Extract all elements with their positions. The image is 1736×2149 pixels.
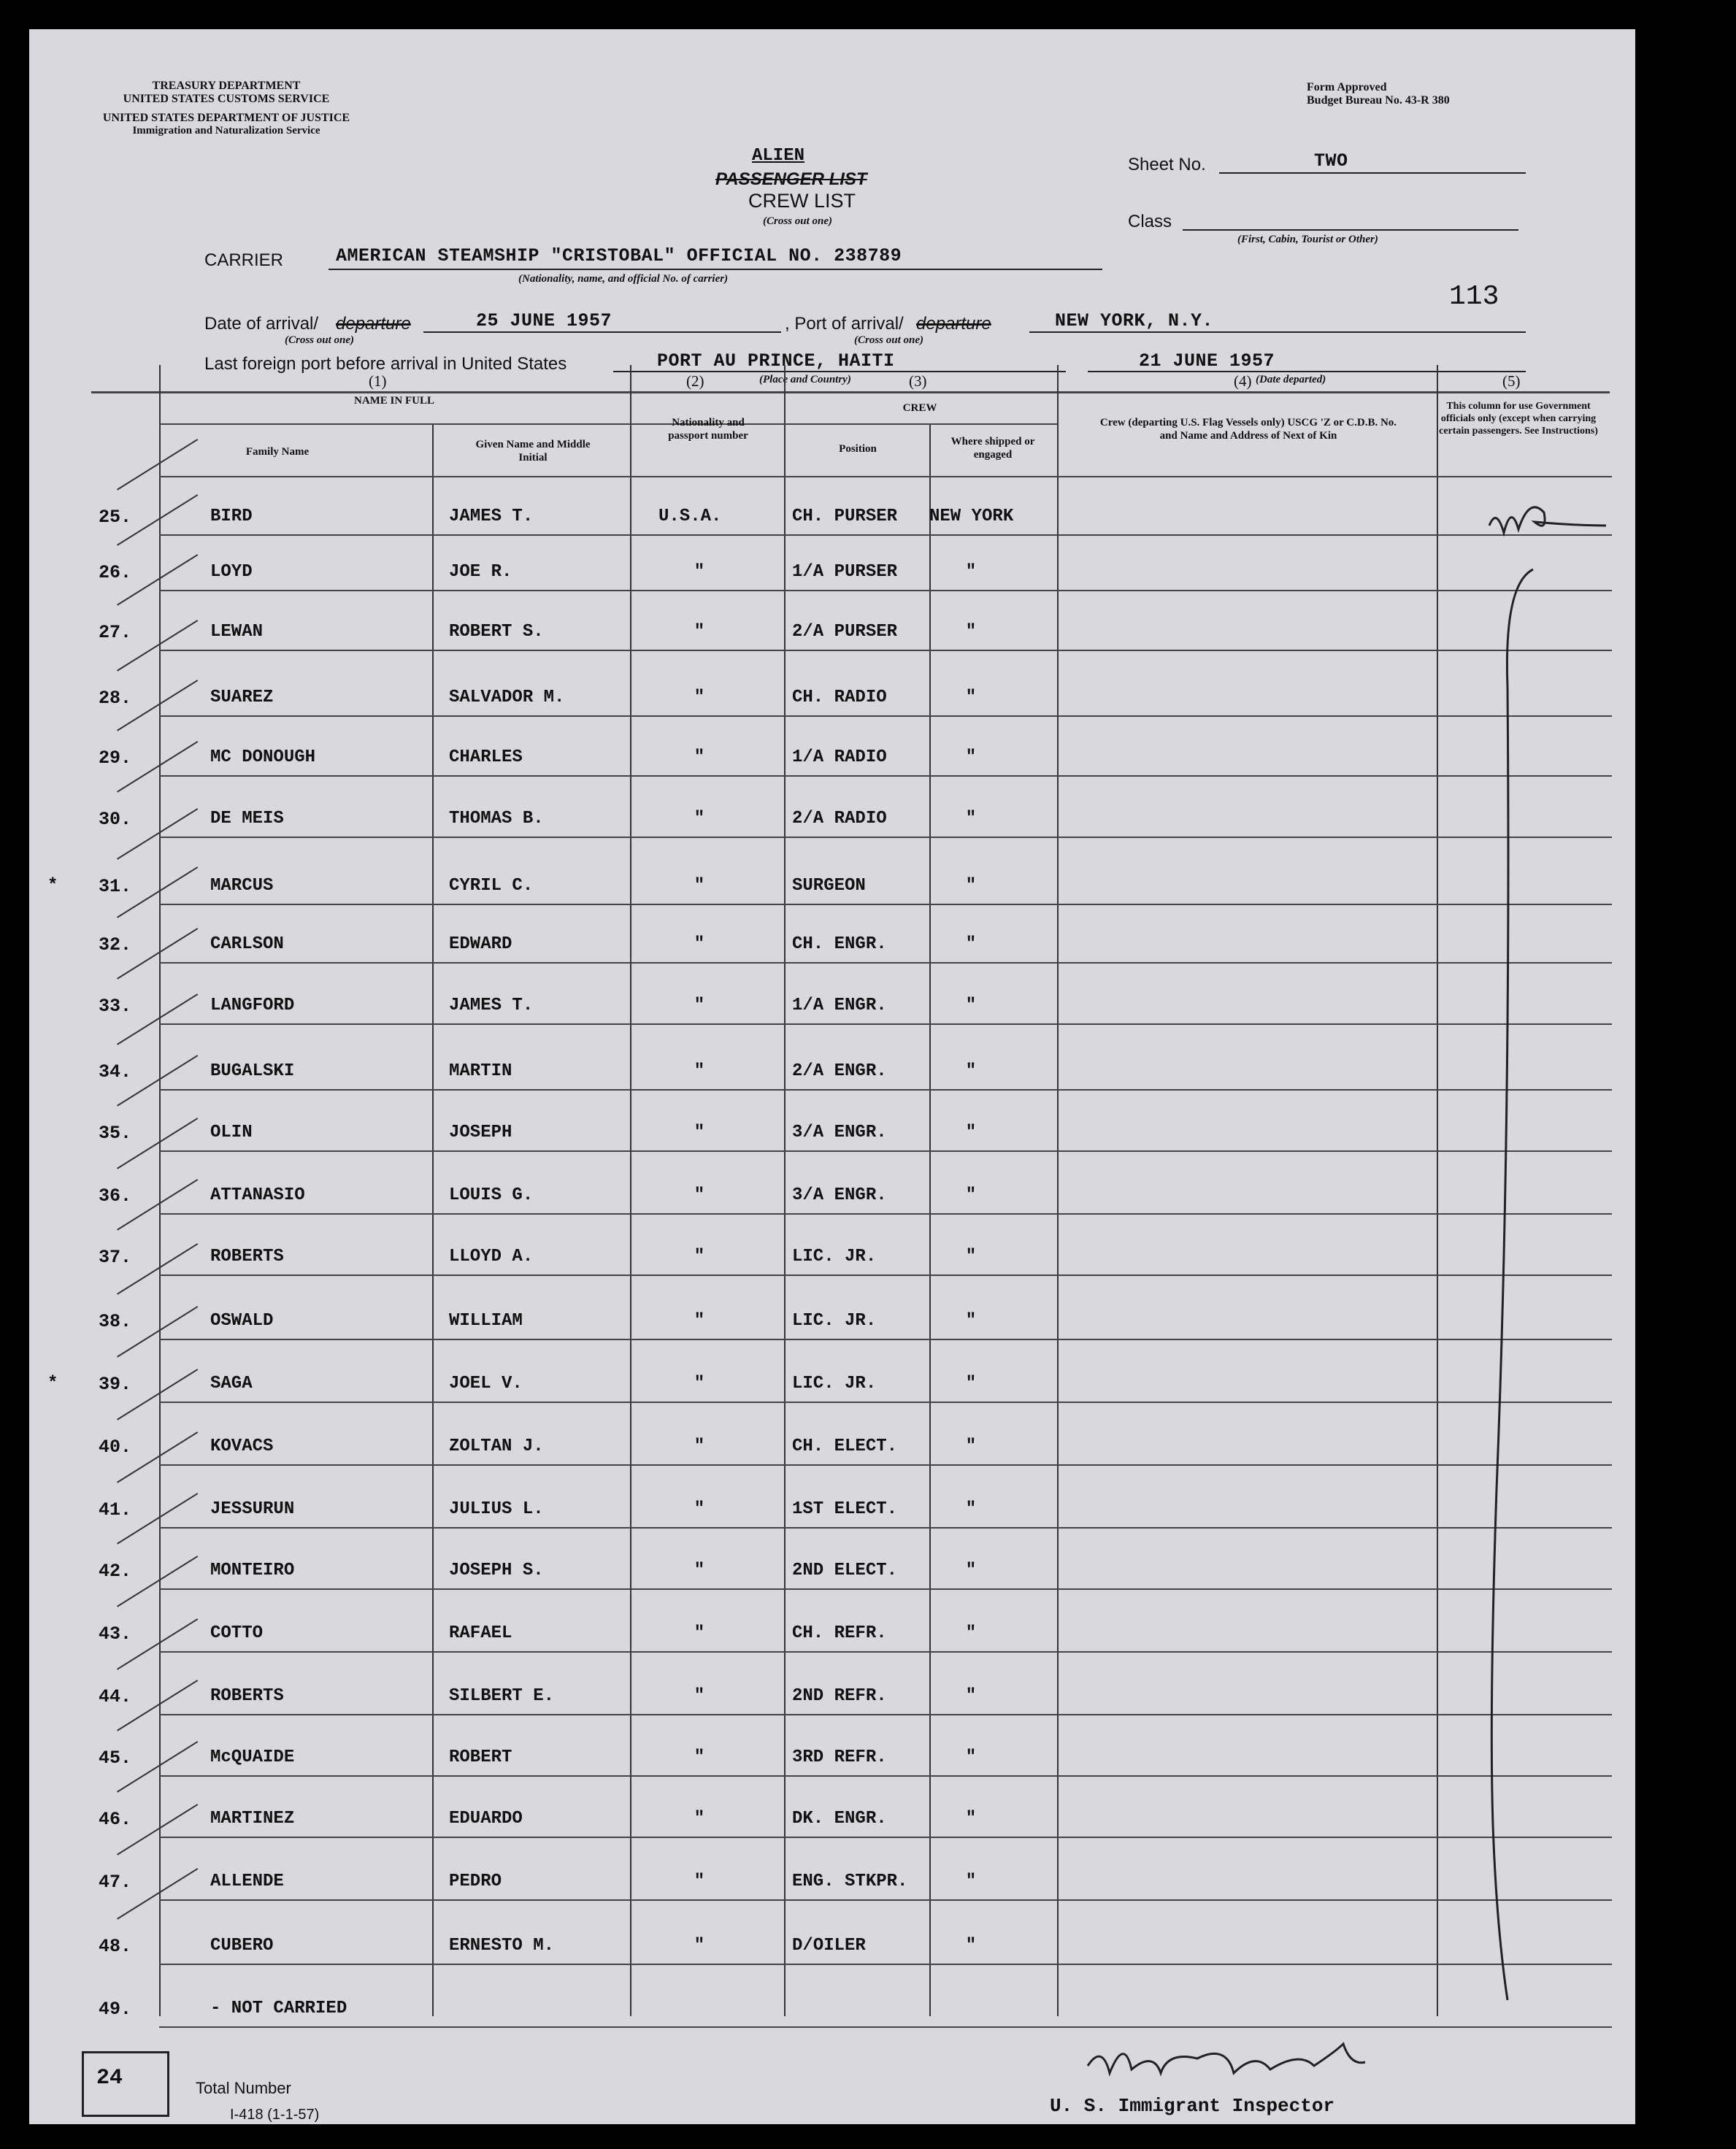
port-struck: departure: [916, 314, 991, 334]
row-nationality: ": [694, 1374, 705, 1393]
sheet-label: Sheet No.: [1128, 155, 1206, 174]
row-number: 43.: [98, 1623, 131, 1645]
row-position: LIC. JR.: [792, 1311, 877, 1331]
row-nationality: ": [694, 934, 705, 954]
stamp-number: 113: [1449, 281, 1499, 312]
row-position: CH. RADIO: [792, 688, 887, 707]
col1-number: (1): [369, 372, 387, 390]
row-nationality: ": [694, 1247, 705, 1266]
col3-number: (3): [909, 372, 927, 390]
row-family-name: KOVACS: [210, 1437, 274, 1456]
row-given-name: ROBERT S.: [449, 622, 544, 642]
row-number: 42.: [98, 1561, 131, 1582]
row-nationality: ": [694, 1437, 705, 1456]
form-number: I-418 (1-1-57): [230, 2107, 320, 2123]
row-given-name: EDUARDO: [449, 1809, 523, 1829]
col1-title: NAME IN FULL: [353, 395, 434, 407]
row-nationality: ": [694, 1311, 705, 1331]
row-number: 29.: [98, 747, 131, 769]
row-nationality: ": [694, 622, 705, 642]
row-family-name: ATTANASIO: [210, 1185, 305, 1205]
row-nationality: ": [694, 747, 705, 767]
row-given-name: PEDRO: [449, 1872, 502, 1891]
last-port-value: PORT AU PRINCE, HAITI: [657, 350, 895, 372]
row-position: CH. REFR.: [792, 1623, 887, 1643]
port-value: NEW YORK, N.Y.: [1055, 310, 1214, 331]
row-position: 1/A RADIO: [792, 747, 887, 767]
row-family-name: - NOT CARRIED: [210, 1999, 347, 2018]
row-shipped: ": [965, 1185, 977, 1205]
row-given-name: RAFAEL: [449, 1623, 512, 1643]
row-given-name: SALVADOR M.: [449, 688, 565, 707]
row-nationality: ": [694, 1748, 705, 1767]
row-family-name: ROBERTS: [210, 1686, 284, 1706]
col-given-heading: Given Name and Middle Initial: [475, 439, 591, 464]
row-nationality: ": [694, 1185, 705, 1205]
carrier-value: AMERICAN STEAMSHIP "CRISTOBAL" OFFICIAL NO. 238789: [336, 245, 902, 266]
row-number: 31.: [98, 876, 131, 897]
row-position: 2/A RADIO: [792, 809, 887, 829]
row-family-name: LANGFORD: [210, 996, 295, 1015]
row-given-name: THOMAS B.: [449, 809, 544, 829]
row-given-name: JOSEPH: [449, 1123, 512, 1142]
row-nationality: ": [694, 809, 705, 829]
row-family-name: ROBERTS: [210, 1247, 284, 1266]
row-nationality: ": [694, 1061, 705, 1081]
row-shipped: ": [965, 1936, 977, 1956]
row-position: LIC. JR.: [792, 1374, 877, 1393]
row-given-name: JOE R.: [449, 562, 512, 582]
row-nationality: ": [694, 996, 705, 1015]
row-number: 27.: [98, 622, 131, 643]
row-given-name: JOEL V.: [449, 1374, 523, 1393]
row-shipped: ": [965, 1061, 977, 1081]
arrival-date-label: Date of arrival/: [204, 314, 319, 334]
port-label: , Port of arrival/: [785, 314, 904, 334]
row-position: 2ND REFR.: [792, 1686, 887, 1706]
row-shipped: ": [965, 1623, 977, 1643]
total-value: 24: [96, 2066, 123, 2091]
row-family-name: COTTO: [210, 1623, 264, 1643]
form-approved: Form Approved: [1307, 81, 1387, 93]
row-shipped: ": [965, 688, 977, 707]
row-shipped: ": [965, 1311, 977, 1331]
row-nationality: ": [694, 1123, 705, 1142]
budget-bureau: Budget Bureau No. 43-R 380: [1307, 94, 1450, 107]
arrival-date-struck: departure: [336, 314, 411, 334]
row-number: 47.: [98, 1872, 131, 1893]
total-label: Total Number: [196, 2079, 291, 2097]
row-shipped: NEW YORK: [929, 507, 1014, 526]
row-position: CH. ENGR.: [792, 934, 887, 954]
row-family-name: OLIN: [210, 1123, 253, 1142]
crew-list-form: [29, 29, 1635, 2124]
row-position: DK. ENGR.: [792, 1809, 887, 1829]
row-position: 2/A ENGR.: [792, 1061, 887, 1081]
row-number: 41.: [98, 1499, 131, 1521]
title-crossout-hint: (Cross out one): [763, 215, 833, 227]
row-position: CH. ELECT.: [792, 1437, 898, 1456]
row-shipped: ": [965, 934, 977, 954]
row-family-name: MC DONOUGH: [210, 747, 316, 767]
row-family-name: DE MEIS: [210, 809, 284, 829]
row-number: 37.: [98, 1247, 131, 1268]
row-nationality: ": [694, 562, 705, 582]
last-port-label: Last foreign port before arrival in United States: [204, 354, 567, 374]
row-shipped: ": [965, 1561, 977, 1580]
row-given-name: LOUIS G.: [449, 1185, 534, 1205]
row-family-name: LEWAN: [210, 622, 264, 642]
row-number: 28.: [98, 688, 131, 709]
row-nationality: ": [694, 1499, 705, 1519]
row-family-name: SUAREZ: [210, 688, 274, 707]
row-given-name: JAMES T.: [449, 996, 534, 1015]
row-given-name: JOSEPH S.: [449, 1561, 544, 1580]
title-alien: ALIEN: [752, 146, 805, 166]
row-given-name: WILLIAM: [449, 1311, 523, 1331]
row-shipped: ": [965, 1872, 977, 1891]
row-family-name: CARLSON: [210, 934, 284, 954]
inspector-label: U. S. Immigrant Inspector: [1050, 2095, 1335, 2117]
row-shipped: ": [965, 747, 977, 767]
row-shipped: ": [965, 1809, 977, 1829]
port-hint: (Cross out one): [854, 334, 924, 346]
row-family-name: MARTINEZ: [210, 1809, 295, 1829]
row-shipped: ": [965, 1123, 977, 1142]
row-given-name: MARTIN: [449, 1061, 512, 1081]
col4-title: Crew (departing U.S. Flag Vessels only) USCG 'Z or C.D.B. No. and Name and Address of Next of Kin: [1099, 417, 1397, 442]
row-given-name: CHARLES: [449, 747, 523, 767]
row-given-name: ZOLTAN J.: [449, 1437, 544, 1456]
row-family-name: MARCUS: [210, 876, 274, 896]
row-number: 45.: [98, 1748, 131, 1769]
carrier-label: CARRIER: [204, 250, 284, 270]
col3-title: CREW: [902, 402, 937, 414]
arrival-date-value: 25 JUNE 1957: [476, 310, 612, 331]
row-given-name: JULIUS L.: [449, 1499, 544, 1519]
col5-number: (5): [1502, 372, 1521, 390]
col-shipped-heading: Where shipped or engaged: [950, 436, 1035, 461]
row-number: 34.: [98, 1061, 131, 1083]
row-nationality: ": [694, 1623, 705, 1643]
col-family-heading: Family Name: [245, 446, 310, 458]
title-passenger-list-struck: PASSENGER LIST: [715, 169, 867, 189]
row-number: 49.: [98, 1999, 131, 2020]
row-number: 38.: [98, 1311, 131, 1332]
col5-title: This column for use Government officials only (except when carrying certain passengers. See Instructions): [1439, 401, 1598, 437]
handwriting-overlay: [29, 29, 1635, 2124]
row-number: 46.: [98, 1809, 131, 1830]
row-nationality: ": [694, 688, 705, 707]
row-position: 3RD REFR.: [792, 1748, 887, 1767]
last-port-hint: (Place and Country): [759, 374, 851, 385]
row-number: 30.: [98, 809, 131, 830]
row-family-name: SAGA: [210, 1374, 253, 1393]
title-crew-list: CREW LIST: [748, 190, 856, 212]
row-family-name: BIRD: [210, 507, 253, 526]
row-given-name: EDWARD: [449, 934, 512, 954]
row-position: 3/A ENGR.: [792, 1185, 887, 1205]
row-star: *: [47, 876, 58, 896]
agency-line-2: UNITED STATES CUSTOMS SERVICE: [123, 93, 330, 105]
row-given-name: CYRIL C.: [449, 876, 534, 896]
row-nationality: ": [694, 1809, 705, 1829]
row-given-name: ERNESTO M.: [449, 1936, 555, 1956]
class-label: Class: [1128, 212, 1172, 231]
row-position: ENG. STKPR.: [792, 1872, 908, 1891]
row-family-name: LOYD: [210, 562, 253, 582]
row-nationality: ": [694, 1686, 705, 1706]
row-position: 1/A ENGR.: [792, 996, 887, 1015]
row-position: D/OILER: [792, 1936, 866, 1956]
row-shipped: ": [965, 622, 977, 642]
row-number: 44.: [98, 1686, 131, 1707]
carrier-hint: (Nationality, name, and official No. of carrier): [518, 273, 729, 285]
row-given-name: ROBERT: [449, 1748, 512, 1767]
row-nationality: ": [694, 1872, 705, 1891]
row-number: 25.: [98, 507, 131, 528]
row-number: 26.: [98, 562, 131, 583]
row-number: 40.: [98, 1437, 131, 1458]
row-shipped: ": [965, 996, 977, 1015]
row-position: CH. PURSER: [792, 507, 898, 526]
row-position: 3/A ENGR.: [792, 1123, 887, 1142]
row-number: 39.: [98, 1374, 131, 1395]
col4-number: (4): [1234, 372, 1252, 390]
row-shipped: ": [965, 1247, 977, 1266]
row-number: 35.: [98, 1123, 131, 1144]
row-nationality: ": [694, 1561, 705, 1580]
sheet-value: TWO: [1314, 150, 1348, 172]
row-family-name: OSWALD: [210, 1311, 274, 1331]
row-family-name: BUGALSKI: [210, 1061, 295, 1081]
departed-hint: (Date departed): [1256, 374, 1326, 385]
total-box: [82, 2051, 169, 2117]
row-number: 36.: [98, 1185, 131, 1207]
row-position: SURGEON: [792, 876, 866, 896]
row-nationality: U.S.A.: [658, 507, 722, 526]
col2-number: (2): [686, 372, 704, 390]
row-number: 33.: [98, 996, 131, 1017]
row-position: 2/A PURSER: [792, 622, 898, 642]
row-shipped: ": [965, 1686, 977, 1706]
row-family-name: JESSURUN: [210, 1499, 295, 1519]
row-given-name: LLOYD A.: [449, 1247, 534, 1266]
row-position: 1/A PURSER: [792, 562, 898, 582]
agency-line-4: Immigration and Naturalization Service: [132, 125, 320, 137]
row-shipped: ": [965, 1748, 977, 1767]
row-number: 48.: [98, 1936, 131, 1957]
col2-title: Nationality and passport number: [668, 417, 748, 442]
row-nationality: ": [694, 1936, 705, 1956]
row-shipped: ": [965, 1499, 977, 1519]
agency-line-3: UNITED STATES DEPARTMENT OF JUSTICE: [102, 112, 350, 124]
row-shipped: ": [965, 809, 977, 829]
row-position: 2ND ELECT.: [792, 1561, 898, 1580]
row-nationality: ": [694, 876, 705, 896]
departed-value: 21 JUNE 1957: [1139, 350, 1275, 372]
row-shipped: ": [965, 1437, 977, 1456]
arrival-date-hint: (Cross out one): [285, 334, 355, 346]
row-family-name: ALLENDE: [210, 1872, 284, 1891]
row-shipped: ": [965, 1374, 977, 1393]
agency-line-1: TREASURY DEPARTMENT: [152, 80, 301, 92]
row-family-name: CUBERO: [210, 1936, 274, 1956]
col-position-heading: Position: [839, 443, 877, 455]
row-given-name: JAMES T.: [449, 507, 534, 526]
row-family-name: MONTEIRO: [210, 1561, 295, 1580]
row-number: 32.: [98, 934, 131, 956]
class-hint: (First, Cabin, Tourist or Other): [1237, 234, 1378, 245]
row-shipped: ": [965, 876, 977, 896]
row-shipped: ": [965, 562, 977, 582]
row-family-name: McQUAIDE: [210, 1748, 295, 1767]
row-given-name: SILBERT E.: [449, 1686, 555, 1706]
row-position: 1ST ELECT.: [792, 1499, 898, 1519]
row-position: LIC. JR.: [792, 1247, 877, 1266]
row-star: *: [47, 1374, 58, 1393]
